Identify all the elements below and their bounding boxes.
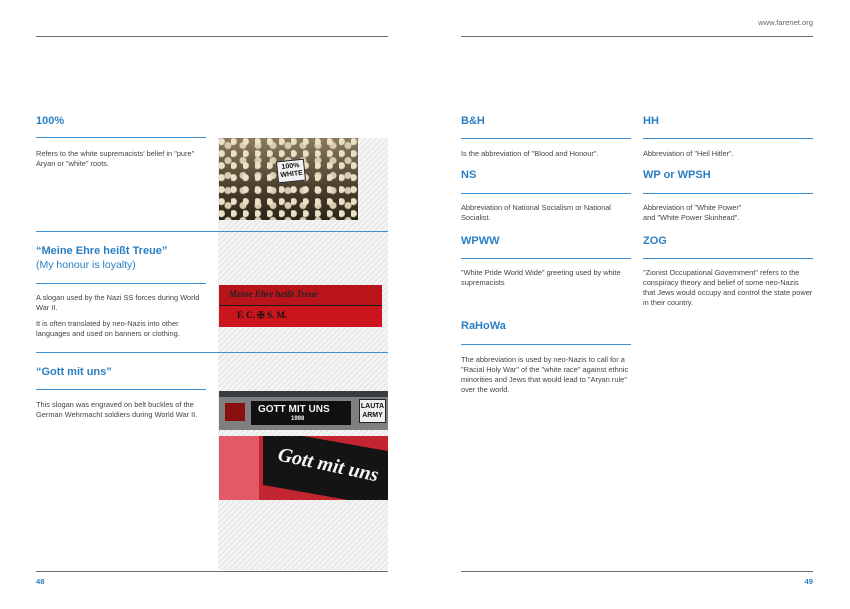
- term-body-wp-1: Abbreviation of "White Power": [643, 203, 742, 212]
- term-rule: [461, 138, 631, 139]
- term-rule: [643, 138, 813, 139]
- photo-banner-year: 1998: [291, 416, 305, 422]
- section-divider: [36, 231, 388, 232]
- term-rule: [643, 193, 813, 194]
- photo-banner-text: GOTT MIT UNS: [258, 404, 330, 415]
- right-bottom-rule: [461, 571, 813, 572]
- term-title-hh: HH: [643, 115, 659, 127]
- term-body-ns: Abbreviation of National Socialism or National Socialist.: [461, 203, 611, 222]
- term-title-zog: ZOG: [643, 235, 667, 247]
- scarf-bottom-text: F. C. ✠ S. M.: [237, 310, 288, 320]
- left-top-rule: [36, 36, 388, 37]
- term-title-wpww: WPWW: [461, 235, 500, 247]
- left-bottom-rule: [36, 571, 388, 572]
- term-rule: [461, 193, 631, 194]
- lauta-army-sign: LAUTA ARMY: [359, 399, 386, 423]
- photo-sign: 100% WHITE: [276, 159, 306, 184]
- section-divider: [36, 352, 388, 353]
- scarf-photo: [219, 285, 382, 327]
- page-number-left: 48: [36, 577, 45, 586]
- term-title-ns: NS: [461, 169, 477, 181]
- section-subtitle-meine-ehre: (My honour is loyalty): [36, 259, 136, 271]
- site-url: www.farenet.org: [758, 18, 813, 27]
- gott-mit-uns-crowd-photo: [219, 436, 388, 500]
- term-rule: [461, 258, 631, 259]
- page-number-right: 49: [804, 577, 813, 586]
- section-body-meine-ehre-1: A slogan used by the Nazi SS forces during World War II.: [36, 293, 200, 312]
- term-body-zog: "Zionist Occupational Government" refers to the conspiracy theory and belief of some neo-Nazis that Jews would occupy and control the state power in their country.: [643, 268, 813, 307]
- term-body-bh: Is the abbreviation of "Blood and Honour".: [461, 149, 599, 158]
- section-title-100: 100%: [36, 115, 65, 127]
- section-body-100: Refers to the white supremacists' belief in "pure" Aryan or "white" roots.: [36, 149, 195, 168]
- section-rule: [36, 137, 206, 138]
- section-title-gott-mit-uns: “Gott mit uns”: [36, 366, 112, 378]
- scarf-top-text: Meine Ehre heißt Treue: [229, 289, 318, 299]
- term-title-bh: B&H: [461, 115, 485, 127]
- section-rule: [36, 389, 206, 390]
- term-rule: [643, 258, 813, 259]
- crowd-photo: [219, 138, 358, 220]
- right-top-rule: [461, 36, 813, 37]
- section-rule: [36, 283, 206, 284]
- term-title-wp: WP or WPSH: [643, 169, 711, 181]
- term-body-wp-2: and "White Power Skinhead".: [643, 213, 740, 222]
- gott-mit-uns-banner-photo: [219, 391, 388, 430]
- term-body-rahowa: The abbreviation is used by neo-Nazis to call for a "Racial Holy War" of the "white race" against ethnic minorities and Jews that would lead to "Aryan rule" over the world.: [461, 355, 629, 394]
- term-title-rahowa: RaHoWa: [461, 320, 506, 332]
- section-body-meine-ehre-2: It is often translated by neo-Nazis into other languages and used on banners or clothing.: [36, 319, 180, 338]
- term-body-hh: Abbreviation of "Heil Hitler".: [643, 149, 734, 158]
- photo2-banner-text: Gott mit uns: [275, 443, 381, 487]
- section-title-meine-ehre: “Meine Ehre heißt Treue”: [36, 245, 168, 257]
- term-rule: [461, 344, 631, 345]
- section-body-gott-mit-uns: This slogan was engraved on belt buckles of the German Wehrmacht soldiers during World War II.: [36, 400, 198, 419]
- term-body-wpww: "White Pride World Wide" greeting used by white supremacists: [461, 268, 621, 287]
